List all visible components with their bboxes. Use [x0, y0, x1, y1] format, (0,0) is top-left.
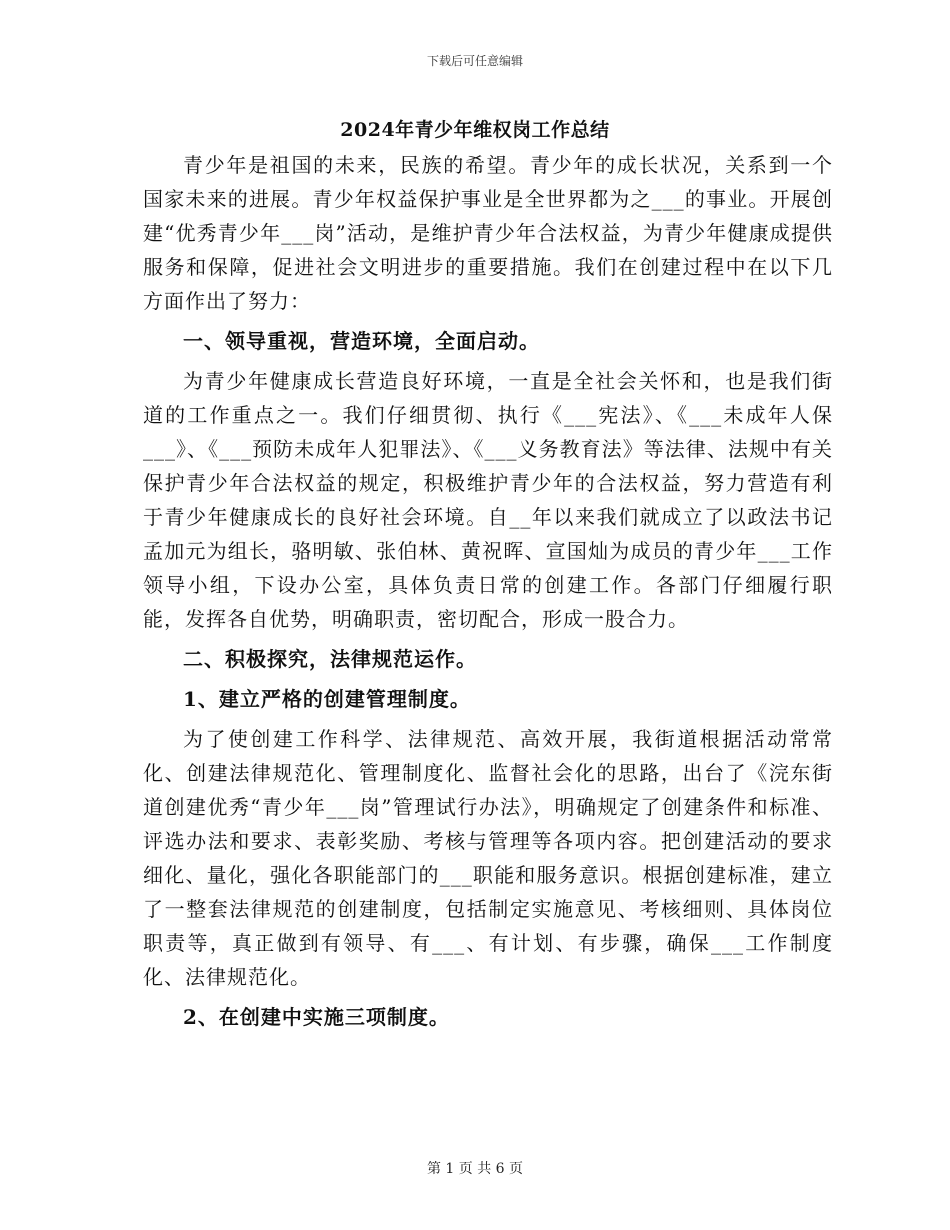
subsection-1-paragraph: 为了使创建工作科学、法律规范、高效开展，我街道根据活动常常化、创建法律规范化、管理制度化、监督社会化的思路，出台了《浣东街道创建优秀“青少年___岗”管理试行办法》，明确规定了创建条件和标准、评选办法和要求、表彰奖励、考核与管理等各项内容。把创建活动的要求细化、量化，强化各职能部门的___职能和服务意识。根据创建标准，建立了一整套法律规范的创建制度，包括制定实施意见、考核细则、具体岗位职责等，真正做到有领导、有___、有计划、有步骤，确保___工作制度化、法律规范化。: [143, 727, 833, 989]
section-heading-2: 二、积极探究，法律规范运作。: [183, 647, 477, 671]
subsection-heading-1: 1、建立严格的创建管理制度。: [183, 687, 471, 711]
page-footer: 第 1 页 共 6 页: [426, 1161, 524, 1177]
document-title: 2024年青少年维权岗工作总结: [340, 119, 610, 141]
document-body: [143, 148, 833, 1040]
subsection-heading-2: 2、在创建中实施三项制度。: [183, 1005, 450, 1029]
intro-paragraph: 青少年是祖国的未来，民族的希望。青少年的成长状况，关系到一个国家未来的进展。青少年权益保护事业是全世界都为之___的事业。开展创建“优秀青少年___岗”活动，是维护青少年合法权益，为青少年健康成提供服务和保障，促进社会文明进步的重要措施。我们在创建过程中在以下几方面作出了努力：: [143, 153, 833, 313]
section-heading-1: 一、领导重视，营造环境，全面启动。: [183, 329, 540, 353]
section-1-paragraph: 为青少年健康成长营造良好环境，一直是全社会关怀和，也是我们街道的工作重点之一。我们仔细贯彻、执行《___宪法》、《___未成年人保___》、《___预防未成年人犯罪法》、《___义务教育法》等法律、法规中有关保护青少年合法权益的规定，积极维护青少年的合法权益，努力营造有利于青少年健康成长的良好社会环境。自__年以来我们就成立了以政法书记孟加元为组长，骆明敏、张伯林、黄祝晖、宣国灿为成员的青少年___工作领导小组，下设办公室，具体负责日常的创建工作。各部门仔细履行职能，发挥各自优势，明确职责，密切配合，形成一股合力。: [143, 369, 833, 631]
header-note: 下载后可任意编辑: [426, 54, 523, 68]
